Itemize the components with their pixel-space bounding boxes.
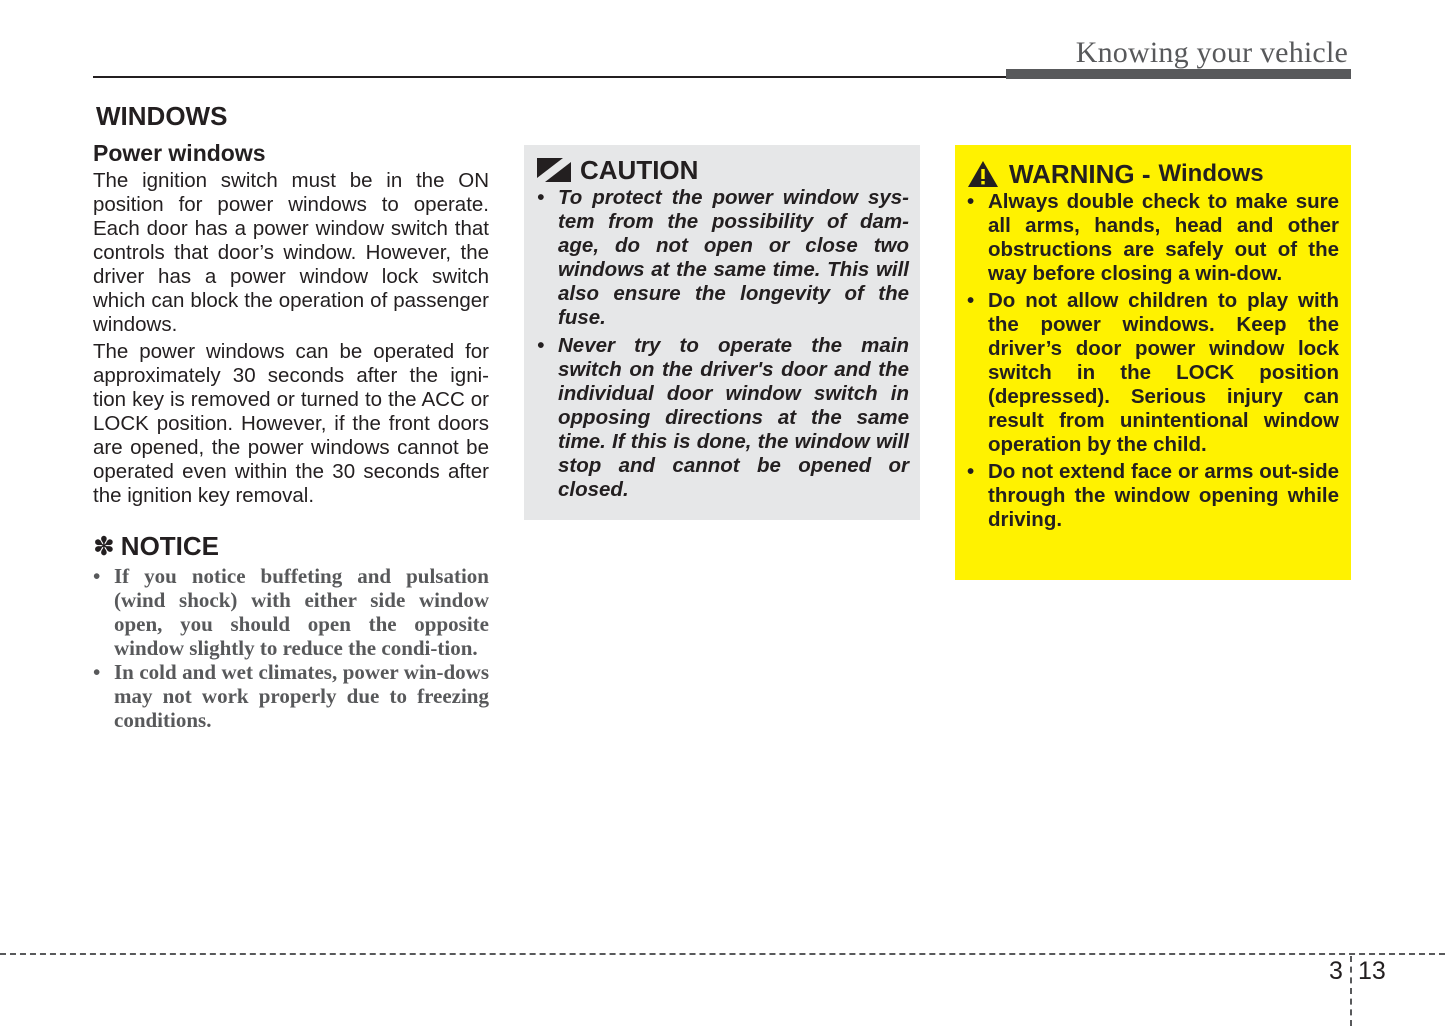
warning-item: • Do not extend face or arms out-side through the window opening while driving. [967, 460, 1339, 531]
header-rule-accent [1006, 69, 1351, 79]
section-title: WINDOWS [96, 101, 228, 131]
caution-slash-icon [537, 158, 571, 182]
header-title: Knowing your vehicle [1075, 36, 1348, 69]
warning-subtitle: Windows [1158, 160, 1264, 187]
notice-label: NOTICE [120, 531, 220, 561]
caution-item: • Never try to operate the main switch on the driver's door and the individual door window switch in opposing directions at the same time. If this is done, the window will stop and cannot be opened or closed. [537, 334, 909, 501]
warning-box [955, 145, 1351, 580]
page-number: 13 [1358, 957, 1386, 985]
warning-item: • Always double check to make sure all arms, hands, head and other obstructions are safely out of the way before closing a win-dow. [967, 190, 1339, 285]
footer-rule [0, 953, 1445, 955]
paragraph: The power windows can be operated for approximately 30 seconds after the igni-tion key is removed or turned to the ACC or LOCK position. However, if the front doors are opened, the power windows cannot be operated even within the 30 seconds after the ignition key removal. [93, 340, 489, 507]
caution-box [524, 145, 920, 520]
chapter-number: 3 [1329, 957, 1343, 985]
footer-divider [1350, 956, 1352, 1026]
main-column [93, 100, 489, 732]
warning-header [967, 158, 1339, 190]
warning-title: WARNING - [1009, 159, 1151, 189]
caution-item: • To protect the power window sys-tem from the possibility of dam-age, do not open or close two windows at the same time. This will also ensure the longevity of the fuse. [537, 186, 909, 329]
caution-list [537, 186, 909, 502]
notice-item: • In cold and wet climates, power win-dows may not work properly due to freezing conditions. [93, 660, 489, 732]
warning-item: • Do not allow children to play with the power windows. Keep the driver’s door power window lock switch in the LOCK position (depressed). Serious injury can result from unintentional window operation by the child. [967, 289, 1339, 456]
warning-triangle-icon [967, 160, 999, 188]
caution-title: CAUTION [580, 155, 699, 185]
notice-item: • If you notice buffeting and pulsation (wind shock) with either side window open, you should open the opposite window slightly to reduce the condi-tion. [93, 564, 489, 660]
caution-header [537, 154, 909, 186]
notice-title [93, 530, 489, 562]
subsection-title: Power windows [93, 140, 266, 166]
header-rule [93, 76, 1006, 78]
notice-list [93, 564, 489, 732]
notice-star-icon: ✽ [93, 531, 115, 561]
paragraph: The ignition switch must be in the ON position for power windows to operate. Each door has a power window switch that controls that door’s window. However, the driver has a power window lock switch which can block the operation of passenger windows. [93, 169, 489, 336]
warning-list [967, 190, 1339, 532]
